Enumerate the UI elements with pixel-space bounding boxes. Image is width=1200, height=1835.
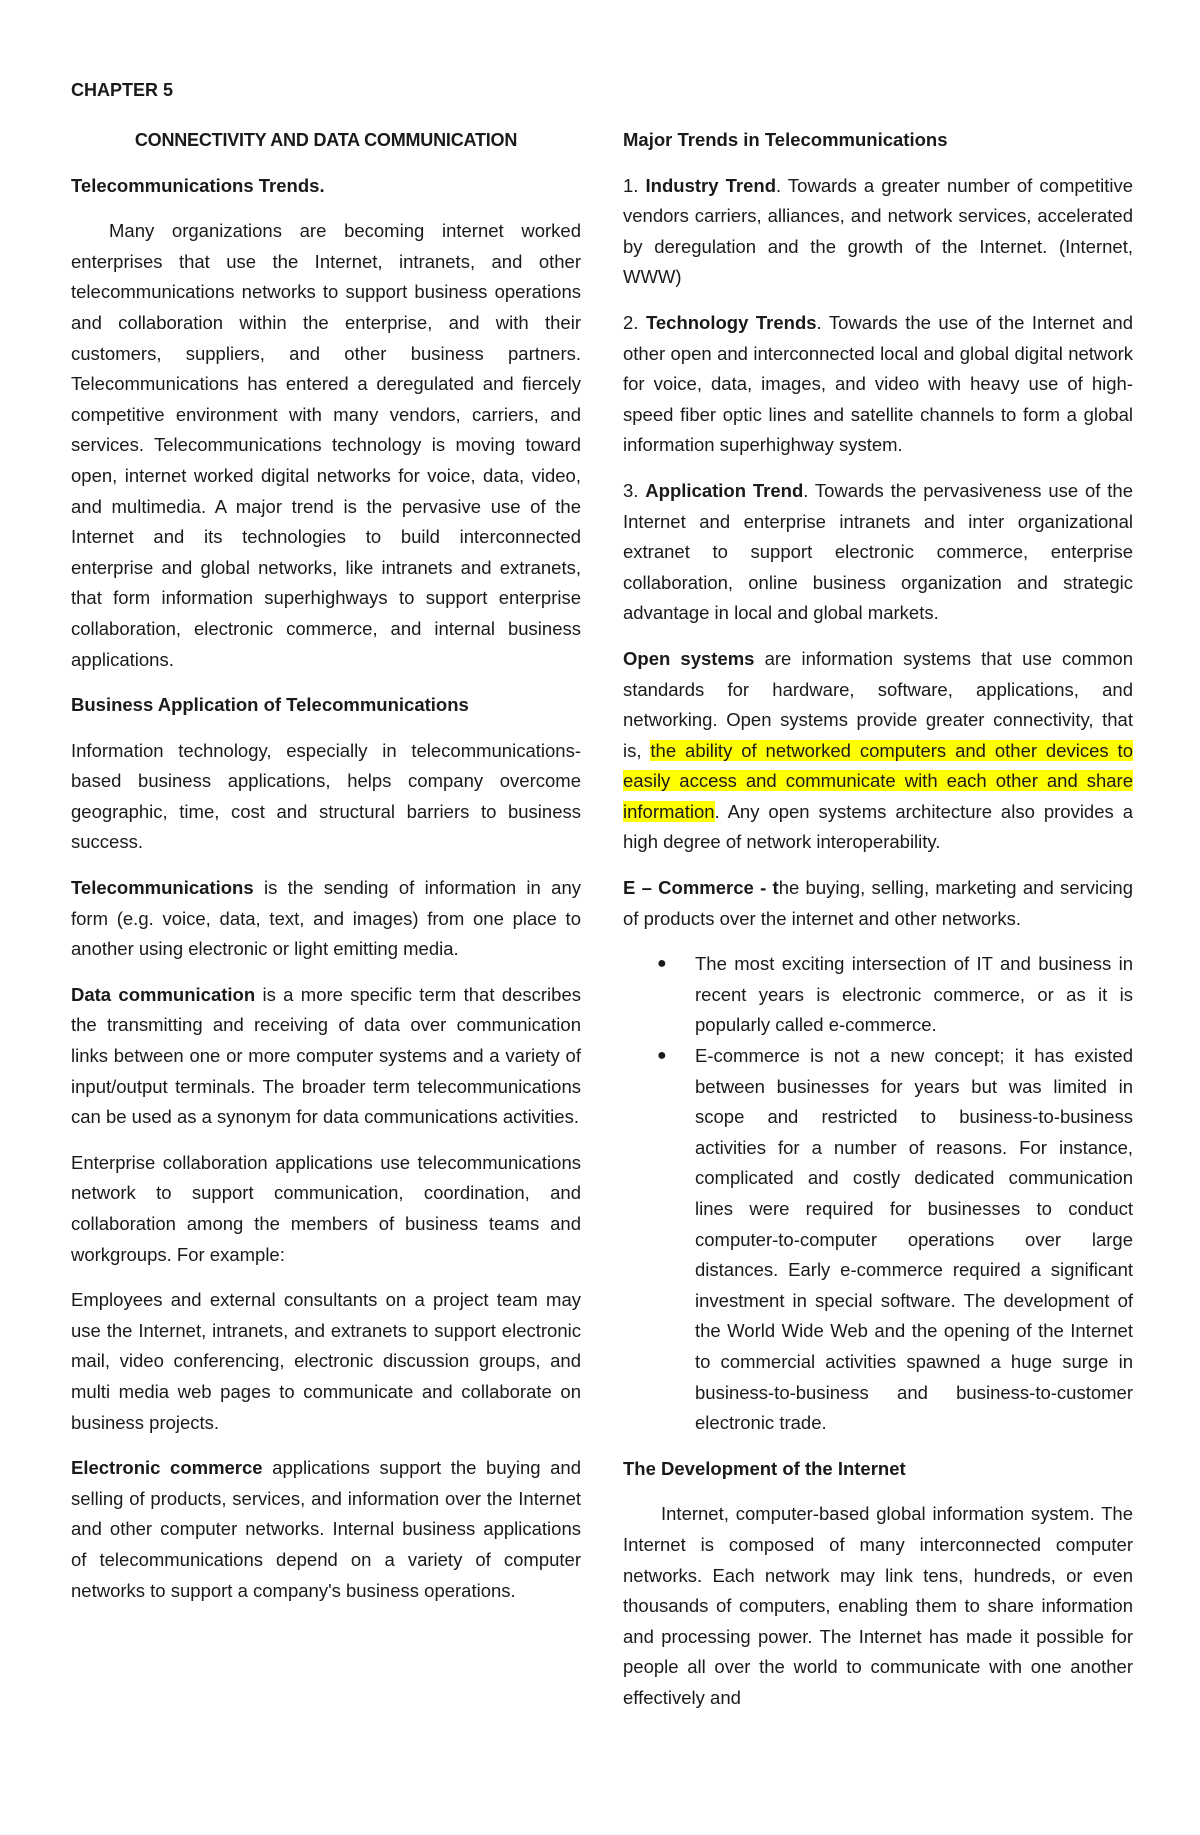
electronic-commerce-definition	[71, 1453, 581, 1606]
industry-trend-term: Industry Trend	[645, 174, 777, 196]
industry-trend-text: . Towards a greater number of competitive vendors carriers, alliances, and network services, accelerated by deregulation and the growth of the Internet. (Internet, WWW)	[623, 174, 1133, 288]
industry-trend-item	[623, 171, 1133, 293]
open-systems-term: Open systems	[623, 647, 755, 669]
bullet-icon: ●	[657, 1047, 667, 1065]
list-item	[623, 1041, 1133, 1439]
business-application-heading: Business Application of Telecommunications	[71, 694, 469, 716]
chapter-title: CONNECTIVITY AND DATA COMMUNICATION	[134, 130, 518, 150]
technology-trend-item	[623, 308, 1133, 461]
e-commerce-text: he buying, selling, marketing and servicing of products over the internet and other networks.	[623, 877, 1134, 929]
e-commerce-term: E – Commerce - t	[623, 877, 779, 899]
technology-trend-text: . Towards the use of the Internet and other open and interconnected local and global digital network for voice, data, images, and video with heavy use of high-speed fiber optic lines and satellite channels to form a global information superhighway system.	[623, 311, 1134, 456]
technology-trend-term: Technology Trends	[645, 311, 817, 333]
bullet-text: The most exciting intersection of IT and business in recent years is electronic commerce, or as it is popularly called e-commerce.	[695, 953, 1133, 1036]
bullet-icon: ●	[657, 955, 667, 973]
application-trend-term: Application Trend	[645, 479, 804, 501]
open-systems-text-1: are information systems that use common standards for hardware, software, applications, and networking. Open systems provide greater connectivity, that is,	[623, 647, 1133, 761]
business-application-paragraph: Information technology, especially in telecommunications-based business applications, helps company overcome geographic, time, cost and structural barriers to business success.	[71, 739, 581, 853]
application-trend-text: . Towards the pervasiveness use of the Internet and enterprise intranets and inter organizational extranet to support electronic commerce, enterprise collaboration, online business organization and strategic advantage in local and global markets.	[623, 479, 1134, 624]
e-commerce-bullet-list	[623, 949, 1133, 1439]
data-communication-text: is a more specific term that describes the transmitting and receiving of data over communication links between one or more computer systems and a variety of input/output terminals. The broader term telecommunications can be used as a synonym for data communications activities.	[71, 983, 581, 1128]
open-systems-highlight: the ability of networked computers and other devices to easily access and communicate with each other and share information	[623, 739, 1133, 822]
list-item	[623, 949, 1133, 1041]
application-trend-item	[623, 476, 1133, 629]
telecommunications-term: Telecommunications	[71, 877, 254, 899]
electronic-commerce-text: applications support the buying and selling of products, services, and information over the Internet and other computer networks. Internal business applications of telecommunications depend on a variety of computer networks to support a company's business operations.	[71, 1457, 581, 1601]
left-column	[71, 125, 581, 1621]
internet-development-heading: The Development of the Internet	[623, 1457, 906, 1479]
major-trends-heading: Major Trends in Telecommunications	[623, 129, 948, 150]
telecommunications-definition	[71, 873, 581, 965]
data-communication-term: Data communication	[71, 983, 256, 1005]
open-systems-text-2: . Any open systems architecture also provides a high degree of network interoperability.	[623, 800, 1133, 853]
industry-trend-number: 1.	[623, 174, 646, 196]
right-column	[623, 125, 1133, 1729]
chapter-label: CHAPTER 5	[71, 80, 174, 100]
employees-paragraph: Employees and external consultants on a project team may use the Internet, intranets, and extranets to support electronic mail, video conferencing, electronic discussion groups, and multi media web pages to communicate and collaborate on business projects.	[71, 1289, 581, 1433]
enterprise-collaboration-paragraph: Enterprise collaboration applications use telecommunications network to support communication, coordination, and collaboration among the members of business teams and workgroups. For example:	[71, 1151, 581, 1265]
electronic-commerce-term: Electronic commerce	[71, 1457, 263, 1479]
bullet-text: E-commerce is not a new concept; it has existed between businesses for years but was limited in scope and restricted to business-to-business activities for a number of reasons. For instance, complicated and costly dedicated communication lines were required for businesses to conduct computer-to-computer operations over large distances. Early e-commerce required a significant investment in special software. The development of the World Wide Web and the opening of the Internet to commercial activities spawned a huge surge in business-to-business and business-to-customer electronic trade.	[695, 1045, 1133, 1434]
open-systems-definition	[623, 644, 1133, 858]
telecommunications-text: is the sending of information in any form (e.g. voice, data, text, and images) from one place to another using electronic or light emitting media.	[71, 877, 581, 960]
application-trend-number: 3.	[623, 479, 646, 501]
e-commerce-definition	[623, 873, 1133, 934]
trends-paragraph: Many organizations are becoming internet worked enterprises that use the Internet, intranets, and other telecommunications networks to support business operations and collaboration within the enterprise, and with their customers, suppliers, and other business partners. Telecommunications has entered a deregulated and fiercely competitive environment with many vendors, carriers, and services. Telecommunications technology is moving toward open, internet worked digital networks for voice, data, video, and multimedia. A major trend is the pervasive use of the Internet and its technologies to build interconnected enterprise and global networks, like intranets and extranets, that form information superhighways to support enterprise collaboration, electronic commerce, and internal business applications.	[71, 220, 581, 670]
data-communication-definition	[71, 980, 581, 1133]
technology-trend-number: 2.	[623, 311, 646, 333]
trends-heading: Telecommunications Trends.	[71, 174, 325, 196]
internet-development-paragraph: Internet, computer-based global information system. The Internet is composed of many interconnected computer networks. Each network may link tens, hundreds, or even thousands of computers, enabling them to share information and processing power. The Internet has made it possible for people all over the world to communicate with one another effectively and	[623, 1503, 1133, 1708]
